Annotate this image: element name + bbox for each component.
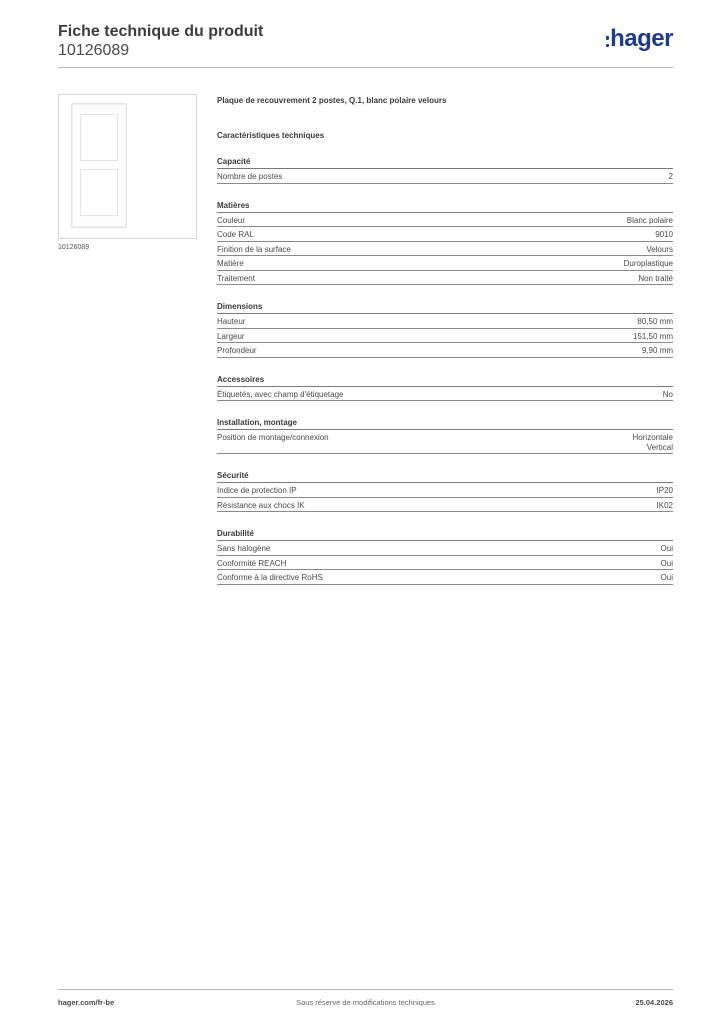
document-title: Fiche technique du produit — [58, 23, 264, 40]
spec-label: Finition de la surface — [217, 244, 291, 254]
spec-label: Conformité REACH — [217, 558, 287, 568]
spec-value-line: Blanc polaire — [626, 215, 673, 225]
spec-sections — [217, 157, 673, 585]
spec-value-line: 80,50 mm — [637, 317, 673, 326]
spec-value-line: Oui — [660, 573, 673, 582]
spec-row — [217, 498, 673, 513]
spec-value-line: No — [662, 389, 673, 399]
spec-row — [217, 242, 673, 257]
plate-opening-bottom — [80, 169, 118, 216]
section-title: Matières — [217, 200, 250, 210]
spec-value — [657, 486, 673, 497]
section-title: Installation, montage — [217, 418, 298, 427]
spec-row — [217, 387, 673, 402]
spec-row — [217, 556, 673, 571]
spec-row — [217, 227, 673, 242]
spec-section — [217, 157, 673, 184]
spec-value-line: 9,90 mm — [641, 346, 673, 355]
spec-value-line: 151,50 mm — [632, 331, 673, 341]
spec-value — [627, 216, 673, 227]
footer-note: Sous réserve de modifications techniques — [296, 998, 435, 1007]
spec-label: Traitement — [217, 273, 255, 283]
spec-label: Conforme à la directive RoHS — [217, 573, 323, 582]
spec-value — [633, 433, 673, 453]
spec-value — [646, 245, 673, 256]
spec-row — [217, 483, 673, 498]
spec-row — [217, 314, 673, 329]
spec-row — [217, 329, 673, 344]
spec-value — [661, 544, 673, 555]
spec-label: Largeur — [217, 331, 245, 341]
spec-row — [217, 430, 673, 454]
spec-value — [642, 346, 673, 357]
product-reference: 10126089 — [58, 42, 130, 59]
spec-value — [661, 573, 673, 584]
logo-text: hager — [610, 25, 673, 52]
spec-row — [217, 570, 673, 585]
spec-value-line: Velours — [646, 244, 673, 254]
cover-plate-picture — [71, 103, 127, 228]
section-title: Dimensions — [217, 302, 263, 311]
header-divider — [58, 67, 673, 68]
spec-value-line: Duroplastique — [623, 259, 673, 268]
section-title: Accessoires — [217, 374, 265, 384]
hager-logo[interactable] — [606, 26, 673, 52]
spec-label: Nombre de postes — [217, 172, 283, 181]
spec-value-line: IP20 — [656, 486, 673, 495]
spec-label: Code RAL — [217, 230, 254, 239]
spec-value — [661, 559, 673, 570]
product-description: Plaque de recouvrement 2 postes, Q.1, blanc polaire velours — [217, 96, 447, 105]
spec-value-line: 2 — [668, 172, 673, 181]
spec-value — [669, 172, 673, 183]
spec-label: Indice de protection IP — [217, 486, 297, 495]
footer-date: 25.04.2026 — [635, 998, 673, 1007]
spec-row — [217, 256, 673, 271]
spec-section — [217, 201, 673, 286]
section-title: Durabilité — [217, 529, 254, 538]
specs-heading: Caractéristiques techniques — [217, 131, 325, 140]
spec-value — [655, 230, 673, 241]
plate-opening-top — [80, 114, 118, 161]
logo-dots-icon — [606, 36, 610, 47]
spec-value — [624, 259, 673, 270]
footer-url[interactable]: hager.com/fr-be — [58, 998, 115, 1007]
spec-section — [217, 418, 673, 454]
page-header — [58, 22, 673, 60]
specifications-panel — [217, 96, 673, 585]
spec-row — [217, 541, 673, 556]
spec-label: Couleur — [217, 215, 246, 225]
spec-label: Hauteur — [217, 317, 246, 326]
section-title: Sécurité — [217, 471, 249, 480]
spec-value-line: Horizontale — [632, 433, 673, 442]
spec-value — [633, 332, 673, 343]
spec-value-line: IK02 — [656, 500, 673, 510]
spec-label: Étiquetés, avec champ d'étiquetage — [217, 389, 344, 399]
spec-label: Position de montage/connexion — [217, 433, 329, 442]
spec-section — [217, 471, 673, 512]
spec-row — [217, 271, 673, 286]
spec-value-line: Vertical — [646, 443, 673, 452]
spec-value-line: 9010 — [655, 230, 673, 239]
spec-section — [217, 529, 673, 585]
spec-label: Profondeur — [217, 346, 257, 355]
image-caption: 10126089 — [58, 244, 90, 251]
spec-value-line: Non traité — [638, 273, 673, 283]
spec-value — [637, 317, 673, 328]
spec-value — [638, 274, 673, 285]
product-image — [58, 94, 197, 239]
spec-label: Résistance aux chocs IK — [217, 500, 305, 510]
spec-row — [217, 343, 673, 358]
spec-value-line: Oui — [660, 544, 673, 553]
spec-value — [663, 390, 673, 401]
spec-label: Sans halogène — [217, 544, 271, 553]
section-title: Capacité — [217, 157, 251, 166]
spec-section — [217, 302, 673, 358]
spec-value-line: Oui — [660, 558, 673, 568]
spec-label: Matière — [217, 259, 244, 268]
spec-section — [217, 375, 673, 402]
spec-row — [217, 213, 673, 228]
spec-row — [217, 169, 673, 184]
footer-divider — [58, 989, 673, 990]
spec-value — [657, 501, 673, 512]
